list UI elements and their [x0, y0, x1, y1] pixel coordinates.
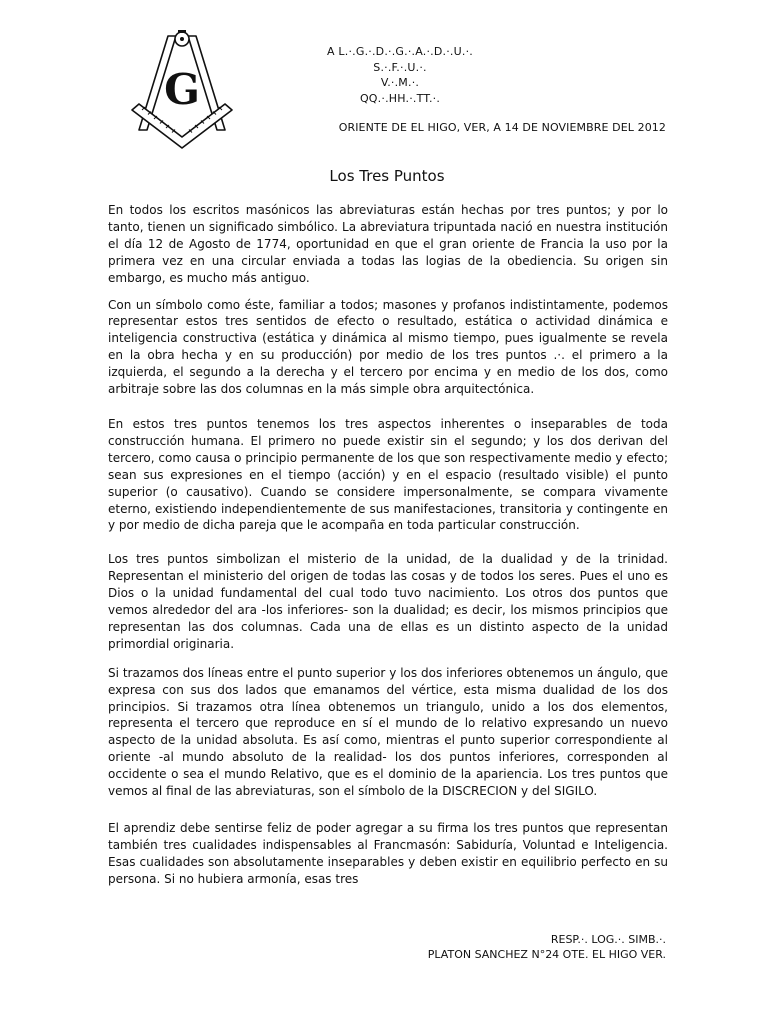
document-title: Los Tres Puntos: [329, 167, 445, 185]
paragraph: En estos tres puntos tenemos los tres aspectos inherentes o inseparables de toda construcción humana. El primero no puede existir sin el segundo; y los dos derivan del tercero, como causa o principio permanente de los que son respectivamente medio y efecto; sean sus expresiones en el tiempo (acción) y en el espacio (resultado visible) el punto superior (o causativo). Cuando se considere impersonalmente, se compara vivamente eterno, existiendo independientemente de sus manifestaciones, transitoria y contingente en y por medio de dicha pareja que le acompaña en toda particular construcción.: [108, 416, 668, 533]
masonic-invocation: [300, 44, 500, 106]
paragraph: Los tres puntos simbolizan el misterio de la unidad, de la dualidad y de la trinidad. Representan el ministerio del origen de todas las cosas y de todos los seres. Pues el uno es Dios o la unidad fundamental del cual todo tuvo nacimiento. Los otros dos puntos que vemos alrededor del ara -los inferiores- son la dualidad; es decir, los mismos principios que representan las dos columnas. Cada una de ellas es un distinto aspecto de la unidad primordial originaria.: [108, 552, 668, 651]
date-line: ORIENTE DE EL HIGO, VER, A 14 DE NOVIEMBRE DEL 2012: [338, 121, 666, 134]
square-and-compass-icon: [128, 30, 236, 148]
footer-address: PLATON SANCHEZ N°24 OTE. EL HIGO VER.: [427, 948, 666, 961]
square-and-compass-emblem: [128, 30, 236, 148]
invocation-line: QQ.·.HH.·.TT.·.: [359, 91, 441, 105]
document-body: [108, 202, 668, 886]
paragraph: El aprendiz debe sentirse feliz de poder agregar a su firma los tres puntos que representan también tres cualidades indispensables al Francmasón: Sabiduría, Voluntad e Inteligencia. Esas cualidades son absolutamente inseparables y deben existir en equilibrio perfecto en su persona. Si no hubiera armonía, esas tres: [108, 821, 668, 886]
invocation-line: V.·.M.·.: [380, 76, 420, 89]
emblem-letter: G: [164, 65, 200, 114]
paragraph: Con un símbolo como éste, familiar a todos; masones y profanos indistintamente, podemos representar estos tres sentidos de efecto o resultado, estática o actividad dinámica e inteligencia constructiva (estática y dinámica al mismo tiempo, pues igualmente se revela en la obra hecha y en su producción) por medio de los tres puntos .·. el primero a la izquierda, el segundo a la derecha y el tercero por encima y en medio de los dos, como arbitraje sobre las dos columnas en la más simple obra arquitectónica.: [108, 297, 668, 397]
invocation-line: A L.·.G.·.D.·.G.·.A.·.D.·.U.·.: [327, 45, 473, 58]
paragraph: En todos los escritos masónicos las abreviaturas están hechas por tres puntos; y por lo tanto, tienen un significado simbólico. La abreviatura tripuntada nació en nuestra institución el día 12 de Agosto de 1774, oportunidad en que el gran oriente de Francia la uso por la primera vez en una circular enviada a todas las logias de la obediencia. Su origen sin embargo, es mucho más antiguo.: [108, 203, 668, 285]
footer-lodge: RESP.·. LOG.·. SIMB.·.: [550, 933, 666, 946]
footer-signature: [428, 932, 666, 962]
invocation-line: S.·.F.·.U.·.: [373, 60, 427, 74]
paragraph: Si trazamos dos líneas entre el punto superior y los dos inferiores obtenemos un ángulo, que expresa con sus dos lados que emanamos del vértice, esta misma dualidad de los dos principios. Si trazamos otra línea obtenemos un triangulo, unido a los dos elementos, representa el tercero que reproduce en sí el mundo de lo relativo expresando un nuevo aspecto de la unidad absoluta. Es así como, mientras el punto superior correspondiente al oriente -al mundo absoluto de la realidad- los dos puntos inferiores, corresponden al occidente o sea el mundo Relativo, que es el dominio de la apariencia. Los tres puntos que vemos al final de las abreviaturas, son el símbolo de la DISCRECION y del SIGILO.: [108, 665, 668, 799]
